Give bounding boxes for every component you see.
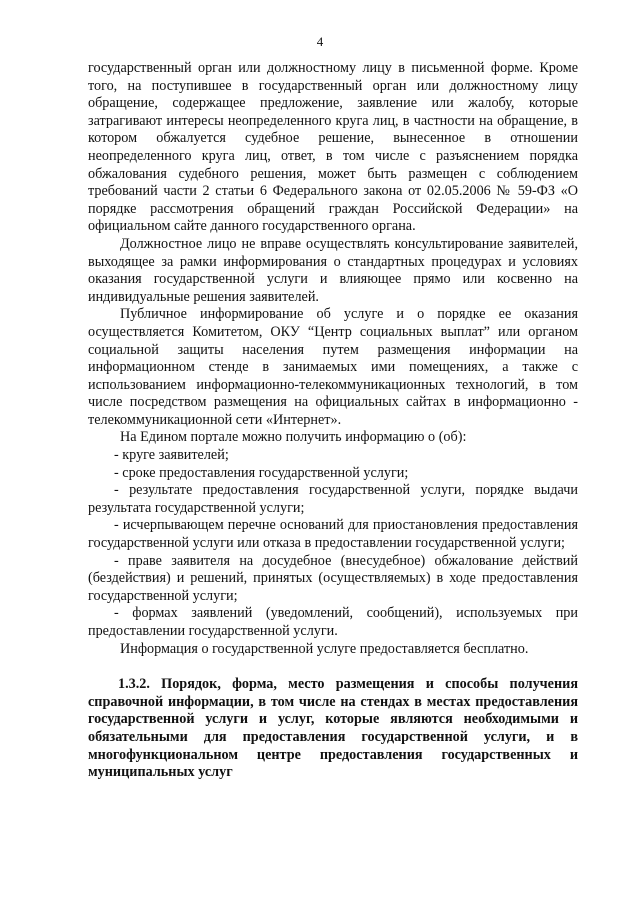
list-item-result: - результате предоставления государственной услуги, порядке выдачи результата государственной услуги;	[88, 482, 578, 516]
list-item-applicants: - круге заявителей;	[114, 447, 229, 464]
paragraph-continuation: государственный орган или должностному лицу в письменной форме. Кроме того, на поступившее в государственный орган или должностному лицу обращение, содержащее предложение, заявление или жалобу, которые затрагивают интересы неопределенного круга лиц, в частности на обращение, в котором обжалуется судебное решение, вынесенное в отношении неопределенного круга лиц, ответ, в том числе с разъяснением порядка обжалования судебного решения, может быть размещен с соблюдением требований части 2 статьи 6 Федерального закона от 02.05.2006 № 59-ФЗ «О порядке рассмотрения обращений граждан Российской Федерации» на официальном сайте данного государственного органа.	[88, 60, 578, 235]
paragraph-free-info: Информация о государственной услуге предоставляется бесплатно.	[120, 640, 529, 657]
list-item-grounds: - исчерпывающем перечне оснований для приостановления предоставления государственной услуги или отказа в предоставлении государственной услуги;	[88, 517, 578, 552]
document-body	[88, 60, 578, 782]
paragraph-consulting-limits: Должностное лицо не вправе осуществлять консультирование заявителей, выходящее за рамки информирования о стандартных процедурах и условиях оказания государственной услуги и влияющее прямо или косвенно на индивидуальные решения заявителей.	[88, 235, 578, 305]
paragraph-public-informing: Публичное информирование об услуге и о порядке ее оказания осуществляется Комитетом, ОКУ “Центр социальных выплат” или органом социальной защиты населения путем размещения информации на информационном стенде в занимаемых ими помещениях, а также с использованием информационно-телекоммуникационных технологий, в том числе посредством размещения на официальных сайтах в информационно - телекоммуникационной сети «Интернет».	[88, 306, 578, 428]
list-item-term: - сроке предоставления государственной услуги;	[114, 464, 409, 481]
list-item-appeal-right: - праве заявителя на досудебное (внесудебное) обжалование действий (бездействия) и решений, принятых (осуществляемых) в ходе предоставления государственной услуги;	[88, 552, 578, 604]
list-item-forms: - формах заявлений (уведомлений, сообщений), используемых при предоставлении государственной услуги.	[88, 605, 578, 639]
page-number: 4	[316, 34, 324, 49]
paragraph-portal-intro: На Едином портале можно получить информацию о (об):	[120, 429, 467, 446]
section-heading: 1.3.2. Порядок, форма, место размещения и способы получения справочной информации, в том числе на стендах в местах предоставления государственной услуги и услуг, которые являются необходимыми и обязательными для предоставления государственной услуги, и в многофункциональном центре предоставления государственных и муниципальных услуг	[88, 676, 578, 781]
